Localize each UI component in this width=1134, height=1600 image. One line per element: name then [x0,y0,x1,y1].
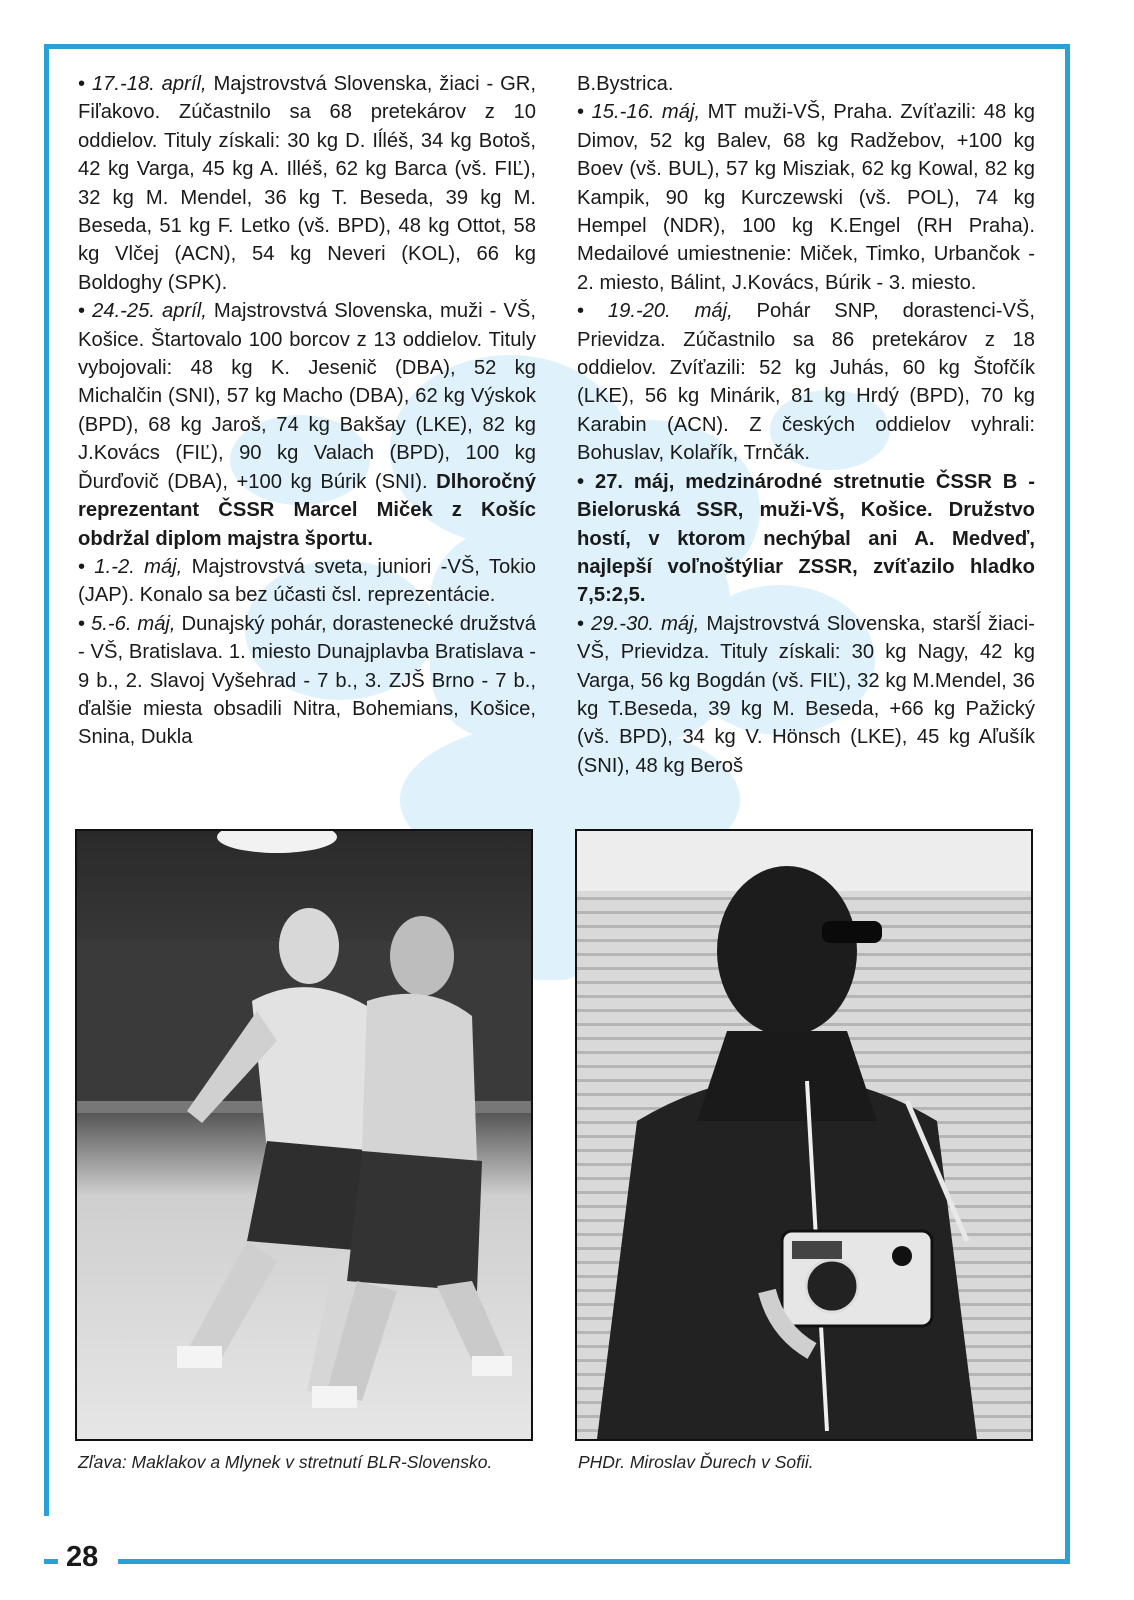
entry-text: Majstrovstvá Slovenska, staršĺ žiaci-VŠ, Prievidza. Tituly získali: 30 kg Nagy, 42 kg Varga, 56 kg Bogdán (vš. FIĽ), 32 kg M.Mendel, 36 kg T.Beseda, 39 kg M. Beseda, +66 kg Pažický (vš. BPD), 34 kg V. Hönsch (LKE), 45 kg Aľušík (SNI), 48 kg Beroš [577,612,1035,777]
entry-date: 15.-16. máj, [591,101,701,124]
entry-item: • 19.-20. máj, Pohár SNP, dorastenci-VŠ, Prievidza. Zúčastnilo sa 86 pretekárov z 18 oddielov. Zvíťazili: 52 kg Juhás, 60 kg Štofčík (LKE), 56 kg Minárik, 81 kg Hrdý (BPD), 70 kg Karabin (ACN). Z českých oddielov vyhrali: Bohuslav, Kolařík, Trnčák. [577,300,1035,465]
entry-date: 5.-6. máj, [91,612,176,635]
entry-text: B.Bystrica. [577,73,674,95]
entry-text: Majstrovstvá sveta, juniori -VŠ, Tokio (JAP). Konalo sa bez účasti čsl. reprezentácie. [78,555,536,607]
entry-date: 1.-2. máj, [94,555,183,578]
page-frame-top [44,44,1070,49]
entry-item: • 17.-18. apríl, Majstrovstvá Slovenska, žiaci - GR, Fiľakovo. Zúčastnilo sa 68 pretekárov z 10 oddielov. Tituly získali: 30 kg D. Iĺléš, 34 kg Botoš, 42 kg Varga, 45 kg A. Illéš, 62 kg Barca (vš. FIĽ), 32 kg M. Mendel, 36 kg T. Beseda, 39 kg M. Beseda, 51 kg F. Letko (vš. BPD), 48 kg Ottot, 58 kg Vlčej (ACN), 54 kg Neveri (KOL), 66 kg Boldoghy (SPK). [78,73,536,294]
entry-item: • 24.-25. apríl, Majstrovstvá Slovenska, muži - VŠ, Košice. Štartovalo 100 borcov z 13 oddielov. Tituly vybojovali: 48 kg K. Jesenič (DBA), 52 kg Michalčin (SNI), 57 kg Macho (DBA), 62 kg Výskok (BPD), 68 kg Jaroš, 74 kg Bakšay (LKE), 82 kg J.Kovács (FIĽ), 90 kg Valach (BPD), 100 kg Ďurďovič (DBA), +100 kg Búrik (SNI). Dlhoročný reprezentant ČSSR Marcel Miček z Košíc obdržal diplom majstra športu. [78,300,536,550]
photographer-photo [575,829,1033,1441]
page-frame-bottom [118,1559,1070,1564]
entry-text: MT muži-VŠ, Praha. Zvíťazili: 48 kg Dimov, 52 kg Balev, 68 kg Radžebov, +100 kg Boev (vš. BUL), 57 kg Misziak, 62 kg Kowal, 82 kg Kampik, 90 kg Kurczewski (vš. POL), 74 kg Hempel (NDR), 100 kg K.Engel (RH Praha). Medailové umiestnenie: Miček, Timko, Urbančok - 2. miesto, Bálint, J.Kovács, Búrik - 3. miesto. [577,101,1035,294]
wrestlers-photo [75,829,533,1441]
entry-text: Dunajský pohár, dorastenecké družstvá - VŠ, Bratislava. 1. miesto Dunajplavba Bratislava - 9 b., 2. Slavoj Vyšehrad - 7 b., 3. ZJŠ Brno - 7 b., ďalšie miesta obsadili Nitra, Bohemians, Košice, Snina, Dukla [78,612,536,749]
entry-date: 24.-25. apríl, [92,300,207,323]
entry-text: Pohár SNP, dorastenci-VŠ, Prievidza. Zúčastnilo sa 86 pretekárov z 18 oddielov. Zvíťazili: 52 kg Juhás, 60 kg Štofčík (LKE), 56 kg Minárik, 81 kg Hrdý (BPD), 70 kg Karabin (ACN). Z českých oddielov vyhrali: Bohuslav, Kolařík, Trnčák. [577,300,1035,465]
entry-item: • 15.-16. máj, MT muži-VŠ, Praha. Zvíťazili: 48 kg Dimov, 52 kg Balev, 68 kg Radžebov, +100 kg Boev (vš. BUL), 57 kg Misziak, 62 kg Kowal, 82 kg Kampik, 90 kg Kurczewski (vš. POL), 74 kg Hempel (NDR), 100 kg K.Engel (RH Praha). Medailové umiestnenie: Miček, Timko, Urbančok - 2. miesto, Bálint, J.Kovács, Búrik - 3. miesto. [577,101,1035,294]
entry-date: 29.-30. máj, [591,612,700,635]
entry-item: • 5.-6. máj, Dunajský pohár, dorastenecké družstvá - VŠ, Bratislava. 1. miesto Dunajplavba Bratislava - 9 b., 2. Slavoj Vyšehrad - 7 b., 3. ZJŠ Brno - 7 b., ďalšie miesta obsadili Nitra, Bohemians, Košice, Snina, Dukla [78,612,536,749]
entry-item: • 27. máj, medzinárodné stretnutie ČSSR B - Bieloruská SSR, muži-VŠ, Košice. Družstvo hostí, v ktorom nechýbal ani A. Medveď, najlepší voľnoštýliar ZSSR, zvíťazilo hladko 7,5:2,5. [577,470,1035,607]
entry-item: • 1.-2. máj, Majstrovstvá sveta, juniori -VŠ, Tokio (JAP). Konalo sa bez účasti čsl. reprezentácie. [78,555,536,607]
right-text-column [577,70,1035,780]
photographer-photo-illustration [577,831,1031,1439]
page-frame-left [44,44,49,1516]
entry-text: Majstrovstvá Slovenska, žiaci - GR, Fiľakovo. Zúčastnilo sa 68 pretekárov z 10 oddielov. Tituly získali: 30 kg D. Iĺléš, 34 kg Botoš, 42 kg Varga, 45 kg A. Illéš, 62 kg Barca (vš. FIĽ), 32 kg M. Mendel, 36 kg T. Beseda, 39 kg M. Beseda, 51 kg F. Letko (vš. BPD), 48 kg Ottot, 58 kg Vlčej (ACN), 54 kg Neveri (KOL), 66 kg Boldoghy (SPK). [78,73,536,294]
page-frame-corner [44,1559,58,1564]
photo-caption-left: Zľava: Maklakov a Mlynek v stretnutí BLR-Slovensko. [78,1452,493,1472]
page-frame-right [1065,44,1070,1564]
entry-bold-text: 27. máj, medzinárodné stretnutie ČSSR B - Bieloruská SSR, muži-VŠ, Košice. Družstvo hostí, v ktorom nechýbal ani A. Medveď, najlepší voľnoštýliar ZSSR, zvíťazilo hladko 7,5:2,5. [577,470,1035,607]
entry-item: • 29.-30. máj, Majstrovstvá Slovenska, staršĺ žiaci-VŠ, Prievidza. Tituly získali: 30 kg Nagy, 42 kg Varga, 56 kg Bogdán (vš. FIĽ), 32 kg M.Mendel, 36 kg T.Beseda, 39 kg M. Beseda, +66 kg Pažický (vš. BPD), 34 kg V. Hönsch (LKE), 45 kg Aľušík (SNI), 48 kg Beroš [577,612,1035,777]
wrestlers-photo-illustration [77,831,531,1439]
entry-continuation [577,70,1035,98]
entry-text: Majstrovstvá Slovenska, muži - VŠ, Košice. Štartovalo 100 borcov z 13 oddielov. Tituly vybojovali: 48 kg K. Jesenič (DBA), 52 kg Michalčin (SNI), 57 kg Macho (DBA), 62 kg Výskok (BPD), 68 kg Jaroš, 74 kg Bakšay (LKE), 82 kg J.Kovács (FIĽ), 90 kg Valach (BPD), 100 kg Ďurďovič (DBA), +100 kg Búrik (SNI). [78,300,536,493]
page-number: 28 [66,1541,99,1573]
entry-date: 19.-20. máj, [607,300,733,323]
entry-date: 17.-18. apríl, [91,73,207,95]
entry-bold-text: Dlhoročný reprezentant ČSSR Marcel Miček z Košíc obdržal diplom majstra športu. [78,470,536,550]
photo-caption-right: PHDr. Miroslav Ďurech v Sofii. [578,1452,814,1472]
left-text-column [78,70,536,752]
